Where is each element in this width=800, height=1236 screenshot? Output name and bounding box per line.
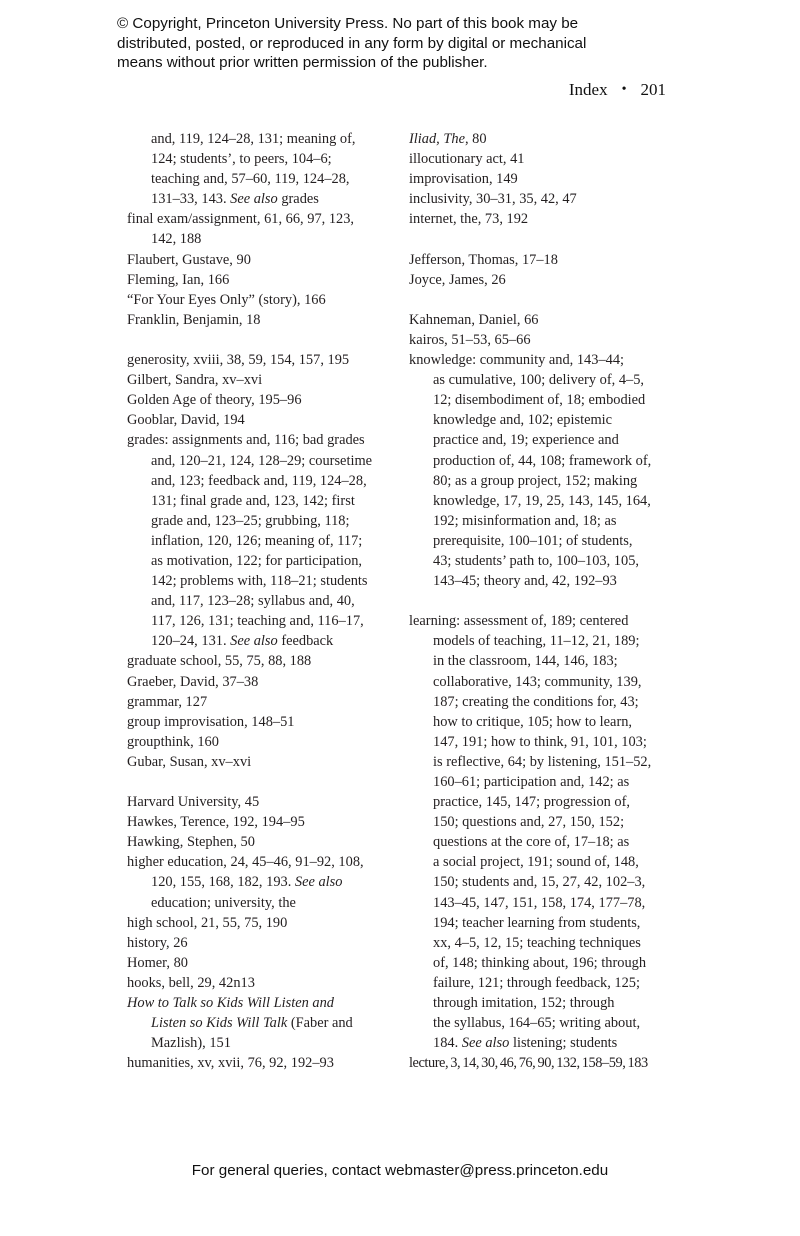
- index-entry-line: [433, 551, 694, 571]
- text-segment: collaborative, 143; community, 139,: [433, 673, 642, 690]
- text-segment: high school, 21, 55, 75, 190: [127, 914, 288, 931]
- text-segment: feedback: [277, 633, 334, 650]
- index-entry-line: [409, 209, 694, 229]
- index-entry-line: [433, 511, 694, 531]
- index-entry: [127, 732, 397, 752]
- index-entry-line: [151, 129, 397, 149]
- index-entry: [409, 129, 694, 149]
- text-segment: and, 120–21, 124, 128–29; coursetime: [151, 452, 373, 469]
- text-segment: 131; final grade and, 123, 142; first: [151, 492, 355, 509]
- text-segment: history, 26: [127, 934, 188, 951]
- italic-text: See also: [461, 1035, 510, 1052]
- index-entry-line: [409, 250, 694, 270]
- text-segment: 120–24, 131.: [151, 633, 231, 650]
- index-entry-line: [151, 1033, 397, 1053]
- index-entry-line: [433, 812, 694, 832]
- index-entry: [409, 611, 694, 1053]
- index-entry-line: [127, 390, 397, 410]
- index-entry-line: [127, 310, 397, 330]
- index-entry-line: [151, 149, 397, 169]
- text-segment: 150; students and, 15, 27, 42, 102–3,: [433, 874, 646, 891]
- index-entry-line: [433, 1033, 694, 1053]
- index-entry-line: [433, 430, 694, 450]
- text-segment: Gubar, Susan, xv–xvi: [127, 753, 252, 770]
- index-entry-line: [409, 310, 694, 330]
- index-column-right: [409, 129, 694, 1073]
- text-segment: questions at the core of, 17–18; as: [433, 834, 630, 851]
- text-segment: 143–45; theory and, 42, 192–93: [433, 573, 617, 590]
- italic-text: See also: [230, 191, 278, 208]
- text-segment: in the classroom, 144, 146, 183;: [433, 653, 618, 670]
- text-segment: prerequisite, 100–101; of students,: [433, 532, 633, 549]
- text-segment: models of teaching, 11–12, 21, 189;: [433, 633, 640, 650]
- index-entry-line: [433, 1013, 694, 1033]
- index-entry: [127, 913, 397, 933]
- index-entry: [409, 169, 694, 189]
- index-entry-line: [127, 812, 397, 832]
- index-entry: [127, 270, 397, 290]
- index-entry-line: [433, 471, 694, 491]
- text-segment: xx, 4–5, 12, 15; teaching techniques: [433, 934, 641, 951]
- index-entry: [127, 672, 397, 692]
- index-entry: [409, 189, 694, 209]
- italic-text: Listen so Kids Will Talk: [151, 1015, 288, 1032]
- text-segment: inclusivity, 30–31, 35, 42, 47: [409, 191, 577, 208]
- index-entry-line: [433, 712, 694, 732]
- letter-group-gap: [409, 290, 694, 310]
- text-segment: Gilbert, Sandra, xv–xvi: [127, 372, 263, 389]
- text-segment: is reflective, 64; by listening, 151–52,: [433, 753, 652, 770]
- index-entry-line: [127, 913, 397, 933]
- index-entry: [127, 129, 397, 209]
- index-entry-line: [127, 752, 397, 772]
- bullet-separator: •: [621, 82, 627, 97]
- index-entry-line: [433, 913, 694, 933]
- text-segment: how to critique, 105; how to learn,: [433, 713, 633, 730]
- italic-text: Iliad, The: [409, 131, 465, 147]
- index-entry-line: [409, 330, 694, 350]
- letter-group-gap: [409, 591, 694, 611]
- running-head: [569, 80, 666, 100]
- index-entry: [409, 149, 694, 169]
- index-entry: [127, 832, 397, 852]
- text-segment: knowledge: community and, 143–44;: [409, 352, 625, 369]
- text-segment: education; university, the: [151, 894, 296, 911]
- index-entry: [127, 1053, 397, 1073]
- index-entry-line: [433, 491, 694, 511]
- text-segment: Kahneman, Daniel, 66: [409, 311, 539, 328]
- text-segment: Hawkes, Terence, 192, 194–95: [127, 814, 305, 831]
- index-entry: [127, 692, 397, 712]
- index-entry: [127, 290, 397, 310]
- index-entry-line: [127, 993, 397, 1013]
- index-entry: [127, 812, 397, 832]
- index-entry-line: [433, 872, 694, 892]
- text-segment: Homer, 80: [127, 954, 188, 971]
- section-title: Index: [568, 80, 608, 99]
- index-entry-line: [127, 712, 397, 732]
- index-entry-line: [409, 350, 694, 370]
- index-entry-line: [151, 451, 397, 471]
- index-entry: [409, 1053, 694, 1073]
- text-segment: Flaubert, Gustave, 90: [127, 251, 251, 268]
- text-segment: knowledge and, 102; epistemic: [433, 412, 613, 429]
- text-segment: practice and, 19; experience and: [433, 432, 619, 449]
- index-entry-line: [433, 672, 694, 692]
- text-segment: 12; disembodiment of, 18; embodied: [433, 392, 646, 409]
- index-entry: [127, 209, 397, 249]
- index-entry-line: [433, 631, 694, 651]
- index-entry-line: [127, 350, 397, 370]
- index-entry-line: [433, 651, 694, 671]
- letter-group-gap: [127, 772, 397, 792]
- italic-text: How to Talk so Kids Will Listen and: [127, 995, 334, 1012]
- text-segment: a social project, 191; sound of, 148,: [433, 854, 639, 871]
- index-entry: [409, 350, 694, 591]
- index-entry: [127, 310, 397, 330]
- text-segment: listening; students: [509, 1035, 618, 1052]
- text-segment: 194; teacher learning from students,: [433, 914, 641, 931]
- text-segment: 147, 191; how to think, 91, 101, 103;: [433, 733, 647, 750]
- text-segment: (Faber and: [287, 1015, 353, 1032]
- index-entry-line: [127, 732, 397, 752]
- index-entry: [409, 209, 694, 229]
- index-entry-line: [127, 933, 397, 953]
- index-entry-line: [433, 893, 694, 913]
- text-segment: practice, 145, 147; progression of,: [433, 794, 631, 811]
- text-segment: 80; as a group project, 152; making: [433, 472, 638, 489]
- index-entry: [127, 390, 397, 410]
- index-entry-line: [433, 792, 694, 812]
- text-segment: 187; creating the conditions for, 43;: [433, 693, 639, 710]
- text-segment: “For Your Eyes Only” (story), 166: [127, 291, 326, 308]
- index-entry-line: [151, 591, 397, 611]
- text-segment: through imitation, 152; through: [433, 995, 615, 1012]
- index-entry-line: [409, 149, 694, 169]
- index-entry-line: [127, 672, 397, 692]
- text-segment: and, 117, 123–28; syllabus and, 40,: [151, 593, 355, 610]
- text-segment: inflation, 120, 126; meaning of, 117;: [151, 532, 363, 549]
- letter-group-gap: [409, 229, 694, 249]
- text-segment: grades: assignments and, 116; bad grades: [127, 432, 365, 449]
- text-segment: as cumulative, 100; delivery of, 4–5,: [433, 372, 645, 389]
- index-entry: [127, 250, 397, 270]
- text-segment: Franklin, Benjamin, 18: [127, 311, 261, 328]
- index-entry-line: [433, 953, 694, 973]
- index-entry-line: [127, 290, 397, 310]
- index-column-left: [127, 129, 397, 1073]
- text-segment: groupthink, 160: [127, 733, 219, 750]
- index-entry-line: [151, 229, 397, 249]
- index-entry-line: [151, 169, 397, 189]
- text-segment: internet, the, 73, 192: [409, 211, 529, 228]
- index-entry-line: [433, 531, 694, 551]
- text-segment: Mazlish), 151: [151, 1035, 231, 1052]
- index-entry-line: [433, 993, 694, 1013]
- text-segment: and, 119, 124–28, 131; meaning of,: [151, 131, 356, 147]
- index-entry: [127, 852, 397, 912]
- text-segment: 160–61; participation and, 142; as: [433, 774, 630, 790]
- index-entry: [127, 973, 397, 993]
- text-segment: the syllabus, 164–65; writing about,: [433, 1015, 641, 1032]
- index-entry-line: [433, 410, 694, 430]
- text-segment: 43; students’ path to, 100–103, 105,: [433, 552, 639, 569]
- index-entry-line: [127, 270, 397, 290]
- text-segment: grammar, 127: [127, 693, 208, 710]
- index-entry-line: [127, 692, 397, 712]
- index-entry-line: [127, 370, 397, 390]
- index-entry-line: [127, 410, 397, 430]
- text-segment: 143–45, 147, 151, 158, 174, 177–78,: [433, 894, 646, 911]
- index-entry-line: [127, 832, 397, 852]
- index-entry-line: [433, 973, 694, 993]
- text-segment: Golden Age of theory, 195–96: [127, 392, 302, 409]
- index-entry-line: [127, 792, 397, 812]
- index-entry: [409, 330, 694, 350]
- index-entry: [127, 350, 397, 370]
- index-entry-line: [409, 270, 694, 290]
- text-segment: final exam/assignment, 61, 66, 97, 123,: [127, 211, 355, 228]
- index-entry: [127, 993, 397, 1053]
- footer-contact: For general queries, contact webmaster@press.princeton.edu: [191, 1162, 609, 1179]
- index-entry-line: [127, 1053, 397, 1073]
- index-entry-line: [127, 651, 397, 671]
- italic-text: See also: [294, 874, 343, 891]
- text-segment: 142, 188: [151, 231, 202, 248]
- text-segment: grade and, 123–25; grubbing, 118;: [151, 512, 350, 529]
- index-entry-line: [409, 611, 694, 631]
- copyright-line: distributed, posted, or reproduced in any form by digital or mechanical: [117, 34, 587, 52]
- text-segment: failure, 121; through feedback, 125;: [433, 974, 640, 991]
- index-entry: [127, 430, 397, 651]
- index-entry-line: [151, 1013, 397, 1033]
- text-segment: kairos, 51–53, 65–66: [409, 331, 531, 348]
- index-entry: [409, 310, 694, 330]
- index-entry-line: [409, 129, 694, 149]
- index-entry-line: [127, 953, 397, 973]
- index-entry: [127, 410, 397, 430]
- index-entry: [127, 933, 397, 953]
- page-number: 201: [640, 80, 666, 99]
- text-segment: learning: assessment of, 189; centered: [409, 613, 629, 630]
- index-entry-line: [151, 571, 397, 591]
- index-entry-line: [409, 169, 694, 189]
- index-entry: [127, 752, 397, 772]
- index-entry-line: [433, 451, 694, 471]
- text-segment: 192; misinformation and, 18; as: [433, 512, 617, 529]
- index-entry-line: [433, 852, 694, 872]
- index-entry-line: [433, 752, 694, 772]
- index-entry-line: [151, 471, 397, 491]
- index-entry: [409, 250, 694, 270]
- text-segment: Jefferson, Thomas, 17–18: [409, 251, 558, 268]
- index-entry: [409, 270, 694, 290]
- index-entry-line: [151, 511, 397, 531]
- index-entry-line: [151, 611, 397, 631]
- index-entry-line: [151, 893, 397, 913]
- index-entry: [127, 792, 397, 812]
- text-segment: Harvard University, 45: [127, 794, 260, 811]
- text-segment: hooks, bell, 29, 42n13: [127, 974, 255, 991]
- text-segment: generosity, xviii, 38, 59, 154, 157, 195: [127, 352, 350, 369]
- index-entry: [127, 953, 397, 973]
- index-entry-line: [433, 571, 694, 591]
- index-entry-line: [127, 209, 397, 229]
- text-segment: , 80: [464, 131, 487, 147]
- index-entry-line: [151, 189, 397, 209]
- index-entry-line: [127, 852, 397, 872]
- text-segment: Fleming, Ian, 166: [127, 271, 230, 288]
- index-entry-line: [127, 250, 397, 270]
- index-entry-line: [433, 390, 694, 410]
- index-entry-line: [433, 772, 694, 792]
- text-segment: knowledge, 17, 19, 25, 143, 145, 164,: [433, 492, 651, 509]
- copyright-line: © Copyright, Princeton University Press. No part of this book may be: [117, 15, 579, 32]
- index-entry-line: [433, 732, 694, 752]
- index-entry: [127, 651, 397, 671]
- index-entry-line: [433, 370, 694, 390]
- text-segment: 150; questions and, 27, 150, 152;: [433, 814, 625, 831]
- text-segment: as motivation, 122; for participation,: [151, 552, 363, 569]
- text-segment: humanities, xv, xvii, 76, 92, 192–93: [127, 1055, 334, 1072]
- letter-group-gap: [127, 330, 397, 350]
- text-segment: 120, 155, 168, 182, 193.: [151, 874, 295, 891]
- index-entry-line: [151, 551, 397, 571]
- text-segment: Gooblar, David, 194: [127, 412, 245, 429]
- index-entry-line: [151, 531, 397, 551]
- text-segment: grades: [277, 191, 319, 208]
- italic-text: See also: [230, 633, 278, 650]
- copyright-line: means without prior written permission of the publisher.: [117, 54, 488, 71]
- text-segment: 142; problems with, 118–21; students: [151, 573, 368, 590]
- index-entry-line: [151, 491, 397, 511]
- text-segment: graduate school, 55, 75, 88, 188: [127, 653, 312, 670]
- text-segment: 124; students’, to peers, 104–6;: [151, 151, 332, 168]
- text-segment: improvisation, 149: [409, 171, 518, 188]
- copyright-notice: [117, 14, 677, 73]
- text-segment: Graeber, David, 37–38: [127, 673, 259, 690]
- index-entry-line: [433, 832, 694, 852]
- index-entry-line: [409, 1053, 694, 1073]
- text-segment: Joyce, James, 26: [409, 271, 506, 288]
- index-entry-line: [151, 872, 397, 892]
- text-segment: teaching and, 57–60, 119, 124–28,: [151, 171, 350, 188]
- text-segment: of, 148; thinking about, 196; through: [433, 954, 647, 971]
- index-entry-line: [433, 692, 694, 712]
- text-segment: illocutionary act, 41: [409, 151, 525, 168]
- text-segment: production of, 44, 108; framework of,: [433, 452, 652, 469]
- index-entry-line: [409, 189, 694, 209]
- text-segment: 117, 126, 131; teaching and, 116–17,: [151, 613, 364, 630]
- text-segment: 184.: [433, 1035, 462, 1052]
- index-entry: [127, 712, 397, 732]
- index-entry-line: [127, 430, 397, 450]
- index-entry-line: [151, 631, 397, 651]
- text-segment: lecture, 3, 14, 30, 46, 76, 90, 132, 158–59, 183: [409, 1055, 648, 1072]
- text-segment: group improvisation, 148–51: [127, 713, 295, 730]
- text-segment: and, 123; feedback and, 119, 124–28,: [151, 472, 367, 489]
- text-segment: 131–33, 143.: [151, 191, 231, 208]
- index-entry-line: [433, 933, 694, 953]
- text-segment: higher education, 24, 45–46, 91–92, 108,: [127, 854, 364, 871]
- index-entry: [127, 370, 397, 390]
- text-segment: Hawking, Stephen, 50: [127, 834, 255, 851]
- index-entry-line: [127, 973, 397, 993]
